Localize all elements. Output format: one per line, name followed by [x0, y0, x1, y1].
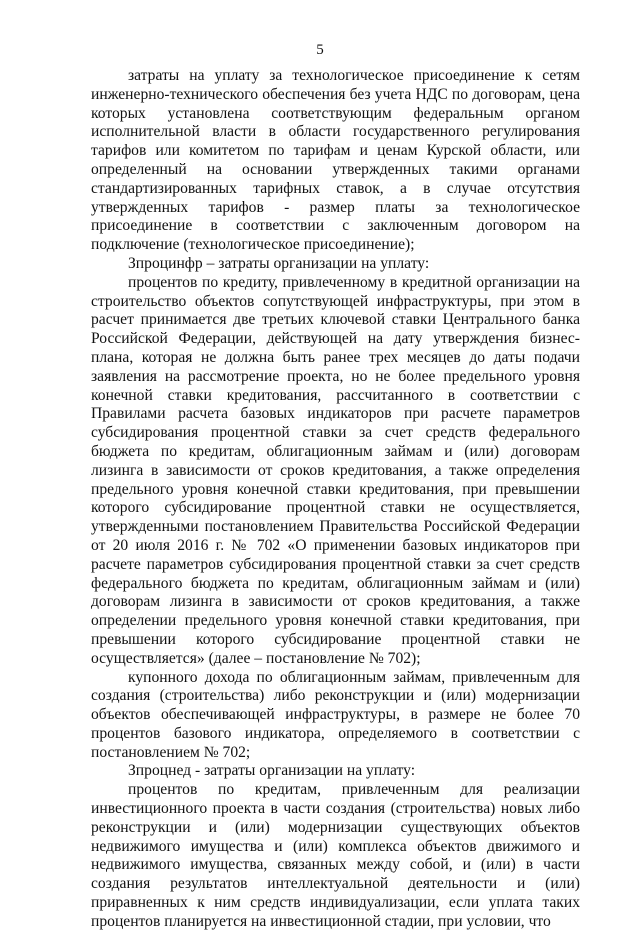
paragraph-zprocned-heading: Зпроцнед - затраты организации на уплату: — [128, 762, 416, 780]
paragraph-tech-connection-costs: затраты на уплату за технологическое присоединение к сетям инженерно-технического обеспечения без учета НДС по договорам, цена которых установлена соответствующим федеральным органом исполнительной власти в области государственного регулирования тарифов или комитетом по тарифам и ценам Курской области, или определенный на основании утвержденных такими органами стандартизированных тарифных ставок, а в случае отсутствия утвержденных тарифов - размер платы за технологическое присоединение в соответствии с заключенным договором на подключение (технологическое присоединение); — [91, 67, 580, 254]
page-number: 5 — [316, 42, 324, 58]
paragraph-credit-interest: процентов по кредиту, привлеченному в кредитной организации на строительство объектов сопутствующей инфраструктуры, при этом в расчет принимается две третьих ключевой ставки Центрального банка Российской Федерации, действующей на дату утверждения бизнес-плана, которая не должна быть ранее трех месяцев до даты подачи заявления на рассмотрение проекта, но не более предельного уровня конечной ставки кредитования, рассчитанного в соответствии с Правилами расчета базовых индикаторов при расчете параметров субсидирования процентной ставки за счет средств федерального бюджета по кредитам, облигационным займам и (или) договорам лизинга в зависимости от сроков кредитования, а также определения предельного уровня конечной ставки кредитования, при превышении которого субсидирование процентной ставки не осуществляется, утвержденными постановлением Правительства Российской Федерации от 20 июля 2016 г. № 702 «О применении базовых индикаторов при расчете параметров субсидирования процентной ставки за счет средств федерального бюджета по кредитам, облигационным займам и (или) договорам лизинга в зависимости от сроков кредитования, а также определении предельного уровня конечной ставки кредитования, при превышении которого субсидирование процентной ставки не осуществляется» (далее – постановление № 702); — [91, 273, 580, 667]
paragraph-investment-interest: процентов по кредитам, привлеченным для реализации инвестиционного проекта в части создания (строительства) новых либо реконструкции и (или) модернизации существующих объектов недвижимого имущества и (или) комплекса объектов движимого и недвижимого имущества, связанных между собой, и (или) в части создания результатов интеллектуальной деятельности и (или) приравненных к ним средств индивидуализации, если уплата таких процентов планируется на инвестиционной стадии, при условии, что — [91, 781, 580, 930]
document-body — [91, 67, 580, 932]
paragraph-zprocinfr-heading: Зпроцинфр – затраты организации на уплату: — [128, 254, 430, 272]
paragraph-coupon-income: купонного дохода по облигационным займам, привлеченным для создания (строительства) либо реконструкции и (или) модернизации объектов обеспечивающей инфраструктуры, в размере не более 70 процентов базового индикатора, определяемого в соответствии с постановлением № 702; — [91, 668, 580, 761]
